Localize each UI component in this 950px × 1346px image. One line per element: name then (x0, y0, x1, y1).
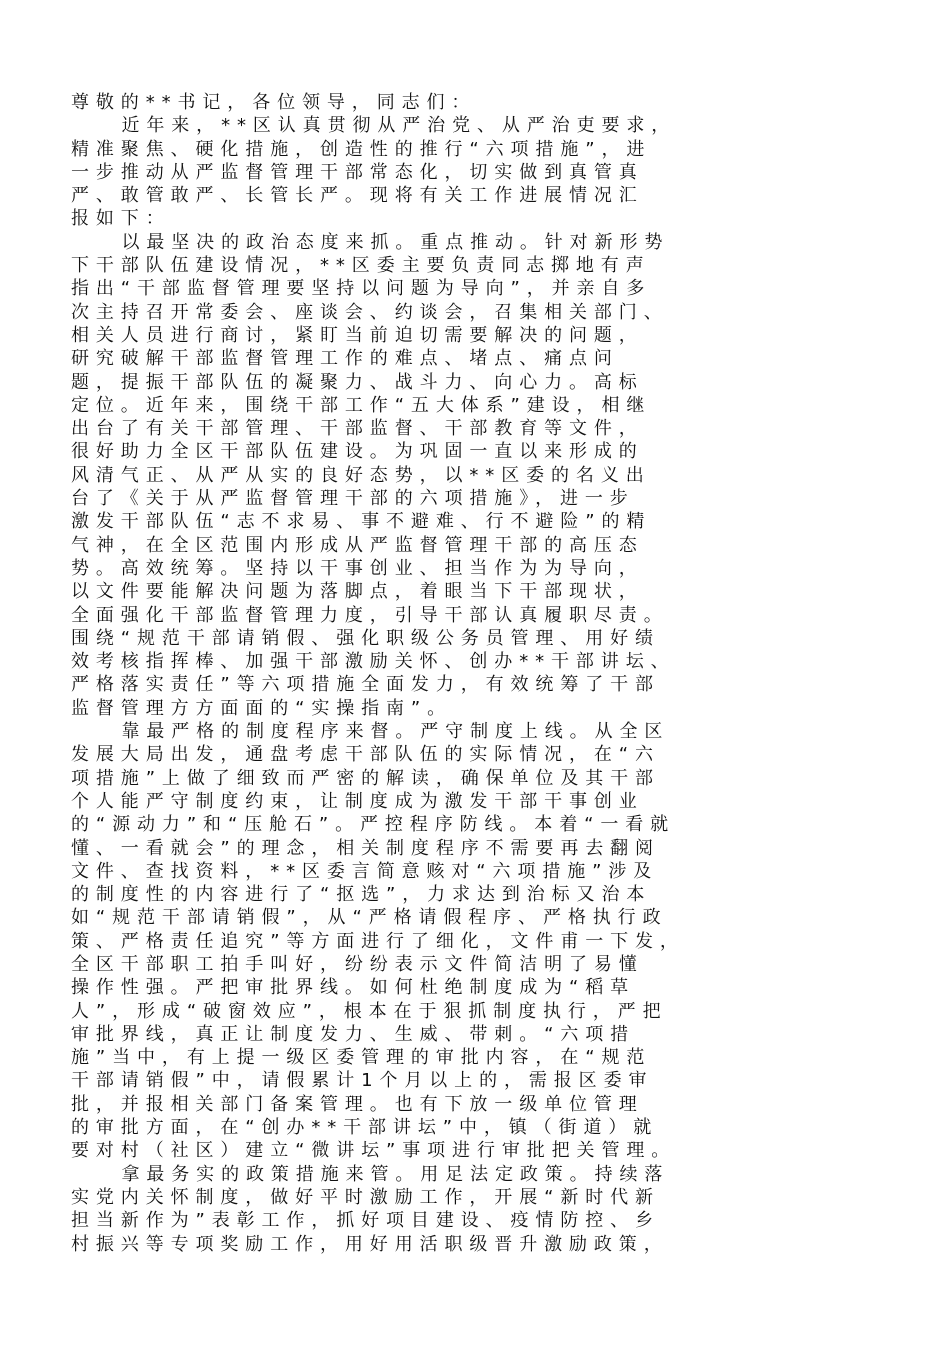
text-line-26: 严格落实责任”等六项措施全面发力，有效统筹了干部 (71, 674, 660, 696)
text-line-49: 担当新作为”表彰工作，抓好项目建设、疫情防控、乡 (71, 1210, 660, 1232)
text-line-44: 批，并报相关部门备案管理。也有下放一级单位管理 (71, 1093, 644, 1115)
text-line-1: 尊敬的**书记，各位领导，同志们： (71, 92, 477, 113)
text-line-28: 靠最严格的制度程序来督。严守制度上线。从全区 (71, 721, 670, 743)
text-line-15: 出台了有关干部管理、干部监督、干部教育等文件， (71, 418, 644, 440)
text-line-29: 发展大局出发，通盘考虑干部队伍的实际情况，在“六 (71, 744, 660, 766)
text-line-30: 项措施”上做了细致而严密的解读，确保单位及其干部 (71, 767, 660, 789)
text-line-36: 如“规范干部请销假”，从“严格请假程序、严格执行政 (71, 907, 668, 929)
text-line-27: 监督管理方方面面的“实操指南”。 (71, 697, 453, 719)
text-line-25: 效考核指挥棒、加强干部激励关怀、创办**干部讲坛、 (71, 651, 676, 673)
text-line-33: 懂、一看就会”的理念，相关制度程序不需要再去翻阅 (71, 837, 660, 859)
text-line-46: 要对村（社区）建立“微讲坛”事项进行审批把关管理。 (71, 1140, 677, 1162)
text-line-6: 报如下： (71, 208, 171, 230)
text-line-16: 很好助力全区干部队伍建设。为巩固一直以来形成的 (71, 441, 644, 463)
text-line-45: 的审批方面，在“创办**干部讲坛”中，镇（街道）就 (71, 1117, 659, 1139)
text-line-19: 激发干部队伍“志不求易、事不避难、行不避险”的精 (71, 511, 652, 533)
text-line-14: 定位。近年来，围绕干部工作“五大体系”建设，相继 (71, 394, 652, 416)
text-line-3: 精准聚焦、硬化措施，创造性的推行“六项措施”，进 (71, 138, 652, 160)
text-line-2: 近年来，**区认真贯彻从严治党、从严治吏要求， (71, 115, 677, 137)
text-line-17: 风清气正、从严从实的良好态势，以**区委的名义出 (71, 464, 651, 486)
document-body (71, 91, 893, 1256)
text-line-4: 一步推动从严监督管理干部常态化，切实做到真管真 (71, 161, 644, 183)
text-line-35: 的制度性的内容进行了“抠选”，力求达到治标又治本 (71, 884, 652, 906)
text-line-39: 操作性强。严把审批界线。如何杜绝制度成为“稻草 (71, 977, 636, 999)
text-line-18: 台了《关于从严监督管理干部的六项措施》，进一步 (71, 488, 635, 510)
text-line-41: 审批界线，真正让制度发力、生威、带刺。“六项措 (71, 1023, 636, 1045)
text-line-42: 施”当中，有上提一级区委管理的审批内容，在“规范 (71, 1047, 652, 1069)
text-line-23: 全面强化干部监督管理力度，引导干部认真履职尽责。 (71, 604, 669, 626)
text-line-47: 拿最务实的政策措施来管。用足法定政策。持续落 (71, 1163, 670, 1185)
text-line-38: 全区干部职工拍手叫好，纷纷表示文件简洁明了易懂 (71, 953, 644, 975)
text-line-43: 干部请销假”中，请假累计1个月以上的，需报区委审 (71, 1070, 654, 1092)
text-line-24: 围绕“规范干部请销假、强化职级公务员管理、用好绩 (71, 627, 660, 649)
text-line-37: 策、严格责任追究”等方面进行了细化，文件甫一下发， (71, 930, 685, 952)
text-line-34: 文件、查找资料，**区委言简意赅对“六项措施”涉及 (71, 860, 659, 882)
text-line-13: 题，提振干部队伍的凝聚力、战斗力、向心力。高标 (71, 371, 644, 393)
text-line-22: 以文件要能解决问题为落脚点，着眼当下干部现状， (71, 581, 644, 603)
text-line-12: 研究破解干部监督管理工作的难点、堵点、痛点问 (71, 348, 619, 370)
text-line-31: 个人能严守制度约束，让制度成为激发干部干事创业 (71, 790, 644, 812)
text-line-8: 下干部队伍建设情况，**区委主要负责同志掷地有声 (71, 255, 651, 277)
text-line-10: 次主持召开常委会、座谈会、约谈会，召集相关部门、 (71, 301, 669, 323)
text-line-7: 以最坚决的政治态度来抓。重点推动。针对新形势 (71, 231, 670, 253)
text-line-32: 的“源动力”和“压舱石”。严控程序防线。本着“一看就 (71, 814, 676, 836)
text-line-48: 实党内关怀制度，做好平时激励工作，开展“新时代新 (71, 1186, 660, 1208)
text-line-11: 相关人员进行商讨，紧盯当前迫切需要解决的问题， (71, 324, 644, 346)
text-line-40: 人”，形成“破窗效应”，根本在于狠抓制度执行，严把 (71, 1000, 668, 1022)
text-line-20: 气神，在全区范围内形成从严监督管理干部的高压态 (71, 534, 644, 556)
text-line-50: 村振兴等专项奖励工作，用好用活职级晋升激励政策， (71, 1233, 669, 1255)
text-line-9: 指出“干部监督管理要坚持以问题为导向”，并亲自多 (71, 278, 652, 300)
text-line-21: 势。高效统筹。坚持以干事创业、担当作为为导向， (71, 557, 644, 579)
text-line-5: 严、敢管敢严、长管长严。现将有关工作进展情况汇 (71, 185, 644, 207)
